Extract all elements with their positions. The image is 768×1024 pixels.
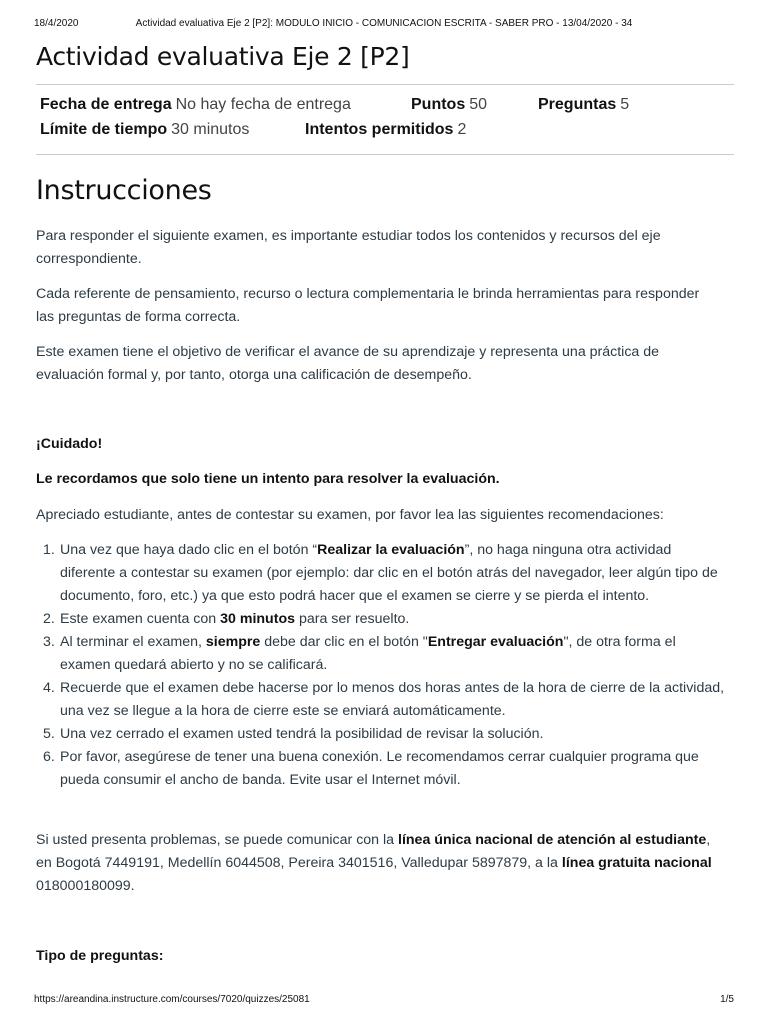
print-footer	[34, 994, 734, 1008]
points-value: 50	[469, 96, 488, 113]
time-limit-detail	[40, 121, 249, 139]
questions-label: Preguntas	[538, 96, 617, 113]
quiz-title: Actividad evaluativa Eje 2 [P2]	[36, 42, 410, 71]
time-emphasis: 30 minutos	[220, 611, 296, 627]
contact-text: 018000180099.	[36, 878, 135, 894]
print-header	[34, 18, 734, 32]
due-date-value: No hay fecha de entrega	[175, 96, 351, 113]
paragraph-text: Cada referente de pensamiento, recurso o lectura complementaria le brinda herramientas para responder las preguntas de forma correcta.	[36, 286, 700, 325]
print-page-number: 1/5	[720, 994, 734, 1005]
caution-text: ¡Cuidado!	[36, 436, 103, 452]
list-item-text: Por favor, asegúrese de tener una buena conexión. Le recomendamos cerrar cualquier programa que pueda consumir el ancho de banda. Evite usar el Internet móvil.	[60, 749, 699, 788]
question-types-text: Tipo de preguntas:	[36, 948, 164, 964]
caution-heading	[36, 433, 716, 456]
attempts-value: 2	[457, 121, 467, 138]
list-item-text: debe dar clic en el botón "	[260, 634, 428, 650]
paragraph-text: Apreciado estudiante, antes de contestar su examen, por favor lea las siguientes recomendaciones:	[36, 507, 664, 523]
list-item	[36, 677, 726, 723]
recommendations-intro	[36, 504, 716, 527]
list-item	[36, 631, 726, 677]
button-name-entregar: Entregar evaluación	[427, 634, 564, 650]
print-document-title: Actividad evaluativa Eje 2 [P2]: MODULO INICIO - COMUNICACION ESCRITA - SABER PRO - 13/04/2020 - 34	[135, 18, 633, 29]
list-item-text: Una vez que haya dado clic en el botón “	[60, 542, 318, 558]
paragraph-text: Este examen tiene el objetivo de verificar el avance de su aprendizaje y representa una práctica de evaluación formal y, por tanto, otorga una calificación de desempeño.	[36, 344, 660, 383]
list-item	[36, 746, 726, 792]
attempts-detail	[305, 121, 466, 139]
list-item-number: 4.	[43, 680, 55, 696]
print-date: 18/4/2020	[34, 18, 79, 29]
instructions-heading: Instrucciones	[36, 175, 212, 206]
time-limit-value: 30 minutos	[171, 121, 250, 138]
due-date-label: Fecha de entrega	[40, 96, 172, 113]
always-emphasis: siempre	[205, 634, 261, 650]
instructions-paragraph-2	[36, 283, 716, 329]
points-label: Puntos	[411, 96, 466, 113]
attempts-label: Intentos permitidos	[305, 121, 454, 138]
question-types-heading	[36, 945, 716, 968]
questions-detail	[538, 96, 629, 114]
points-detail	[411, 96, 487, 114]
list-item-text: Recuerde que el examen debe hacerse por lo menos dos horas antes de la hora de cierre de la actividad, una vez se llegue a la hora de cierre este se enviará automáticamente.	[60, 680, 725, 719]
list-item-number: 5.	[43, 726, 55, 742]
instructions-paragraph-1	[36, 225, 716, 271]
list-item-text: ”, no haga ninguna otra actividad diferente a contestar su examen (por ejemplo: dar clic en el botón atrás del navegador, leer algún tipo de documento, foro, etc.) ya que esto podrá hacer que el examen se cierre y se pierda el intento.	[60, 542, 718, 604]
list-item-number: 1.	[43, 542, 55, 558]
list-item-text: Este examen cuenta con	[60, 611, 221, 627]
free-line-name: línea gratuita nacional	[561, 855, 712, 871]
reminder-text: Le recordamos que solo tiene un intento para resolver la evaluación.	[36, 471, 500, 487]
due-date-detail	[40, 96, 351, 114]
one-attempt-reminder	[36, 468, 716, 491]
list-item-text: Una vez cerrado el examen usted tendrá la posibilidad de revisar la solución.	[60, 726, 544, 742]
list-item-text: para ser resuelto.	[295, 611, 410, 627]
list-item-number: 6.	[43, 749, 55, 765]
contact-text: Si usted presenta problemas, se puede comunicar con la	[36, 832, 398, 848]
contact-text: , en Bogotá 7449191, Medellín 6044508, Pereira 3401516, Valledupar 5897879, a la	[36, 832, 711, 871]
print-url: https://areandina.instructure.com/courses/7020/quizzes/25081	[34, 994, 310, 1005]
list-item	[36, 608, 726, 631]
list-item	[36, 539, 726, 608]
paragraph-text: Para responder el siguiente examen, es importante estudiar todos los contenidos y recursos del eje correspondiente.	[36, 228, 661, 267]
divider-bottom	[36, 154, 734, 155]
questions-value: 5	[620, 96, 630, 113]
contact-paragraph	[36, 829, 726, 898]
list-item-text: Al terminar el examen,	[60, 634, 206, 650]
button-name-realizar: Realizar la evaluación	[317, 542, 465, 558]
recommendations-list	[36, 539, 726, 792]
list-item-number: 3.	[43, 634, 55, 650]
instructions-paragraph-3	[36, 341, 716, 387]
list-item-text: ", de otra forma el examen quedará abierto y no se calificará.	[60, 634, 676, 673]
national-line-name: línea única nacional de atención al estudiante	[398, 832, 707, 848]
divider-top	[36, 84, 734, 85]
list-item	[36, 723, 726, 746]
list-item-number: 2.	[43, 611, 55, 627]
time-limit-label: Límite de tiempo	[40, 121, 168, 138]
